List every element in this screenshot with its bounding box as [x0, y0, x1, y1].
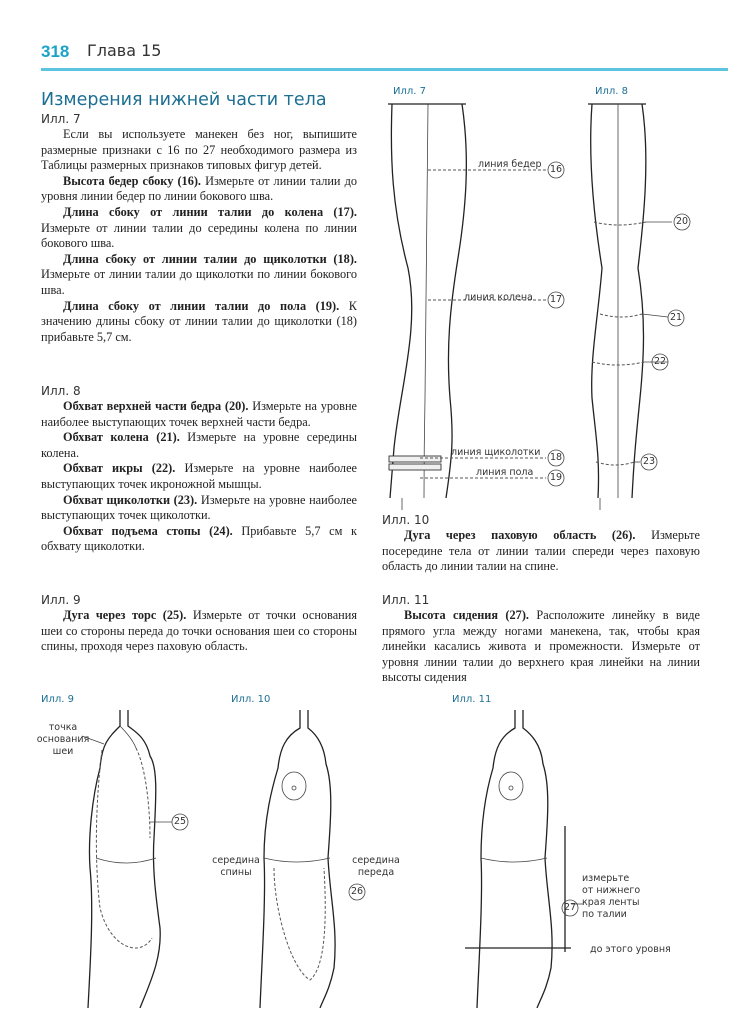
- ill7-description: Измерьте от линии талии до щиколотки по линии бокового шва.: [41, 267, 357, 297]
- ill7-term: Длина сбоку от линии талии до щиколотки (18).: [63, 251, 357, 266]
- chapter-title: Глава 15: [87, 41, 162, 60]
- ill7-paragraph: [41, 299, 357, 346]
- ill7-paragraph: [41, 205, 357, 252]
- fig11-num-27: 27: [564, 902, 577, 913]
- fig10-caption: Илл. 10: [231, 694, 271, 705]
- ill7-paragraph: [41, 252, 357, 299]
- ill7-term: Высота бедер сбоку (16).: [63, 173, 202, 188]
- header-rule: [41, 68, 728, 71]
- fig7-num-16: 16: [550, 164, 563, 175]
- fig8-num-21: 21: [670, 312, 683, 323]
- ill8-paragraph: [41, 399, 357, 430]
- ill9-paragraph: [41, 608, 357, 655]
- ill11-description: Расположите линейку в виде прямого угла между ногами манекена, так, чтобы края линейки касались живота и промежности. Измерьте от уровня линии талии до верхнего края линейки на линии высоты сидения: [382, 608, 701, 685]
- ill9-description: Измерьте от точки основания шеи со стороны переда до точки основания шеи со стороны спины, проходя через паховую область.: [41, 608, 357, 654]
- fig7-caption: Илл. 7: [393, 86, 426, 97]
- page-number: 318: [41, 42, 70, 61]
- ill9-text: [41, 608, 357, 655]
- ill8-description: Измерьте на уровне середины колена.: [41, 430, 357, 460]
- ill7-label: Илл. 7: [41, 112, 81, 126]
- ill8-label: Илл. 8: [41, 384, 81, 398]
- fig11-caption: Илл. 11: [452, 694, 492, 705]
- ill8-term: Обхват подъема стопы (24).: [63, 523, 233, 538]
- ill7-text: [41, 127, 357, 345]
- fig8-num-23: 23: [643, 456, 656, 467]
- ill7-term: Длина сбоку от линии талии до пола (19).: [63, 298, 340, 313]
- fig10-front-center-label: середина переда: [352, 855, 400, 878]
- fig7-num-17: 17: [550, 294, 563, 305]
- section-title: Измерения нижней части тела: [41, 90, 327, 110]
- fig7-floor-line-label: линия пола: [476, 467, 534, 478]
- fig9-num-25: 25: [174, 816, 187, 827]
- fig7-num-19: 19: [550, 472, 563, 483]
- ill8-term: Обхват верхней части бедра (20).: [63, 399, 249, 413]
- ill8-description: Прибавьте 5,7 см к обхвату щиколотки.: [41, 523, 357, 554]
- ill8-text: [41, 399, 357, 555]
- ill7-paragraph: [41, 174, 357, 205]
- ill8-description: Измерьте на уровне наиболее выступающих точек щиколотки.: [41, 492, 357, 523]
- ill8-term: Обхват щиколотки (23).: [63, 492, 198, 507]
- fig8-leg-drawing: [578, 98, 696, 510]
- fig7-hip-line-label: линия бедер: [478, 159, 542, 170]
- ill8-term: Обхват икры (22).: [63, 461, 176, 476]
- fig11-measure-label: измерьте от нижнего края ленты по талии: [582, 873, 641, 920]
- ill8-description: Измерьте на уровне наиболее выступающих точек икроножной мышцы.: [41, 461, 357, 491]
- ill8-description: Измерьте на уровне наиболее выступающих точек верхней части бедра.: [41, 399, 357, 429]
- ill10-label: Илл. 10: [382, 513, 430, 527]
- fig11-level-label: до этого уровня: [590, 944, 671, 955]
- ill8-term: Обхват колена (21).: [63, 430, 180, 445]
- ill7-paragraph: [41, 127, 357, 174]
- ill9-term: Дуга через торс (25).: [63, 608, 187, 622]
- ill7-description: Если вы используете манекен без ног, выпишите размерные признаки с 16 по 27 необходимого размера из Таблицы размерных признаков типовых фигур детей.: [41, 127, 357, 173]
- fig8-caption: Илл. 8: [595, 86, 628, 97]
- fig7-ankle-line-label: линия щиколотки: [451, 447, 541, 458]
- ill10-text: [382, 528, 700, 575]
- fig11-torso-drawing: [455, 708, 605, 1008]
- ill10-paragraph: [382, 528, 700, 575]
- ill8-paragraph: [41, 493, 357, 524]
- ill9-label: Илл. 9: [41, 593, 81, 607]
- ill8-paragraph: [41, 524, 357, 555]
- fig7-knee-line-label: линия колена: [464, 292, 533, 303]
- fig9-caption: Илл. 9: [41, 694, 74, 705]
- ill7-description: К значению длины сбоку от линии талии до щиколотки (18) прибавьте 5,7 см.: [41, 298, 357, 344]
- fig9-torso-drawing: [80, 708, 200, 1008]
- ill7-term: Длина сбоку от линии талии до колена (17).: [63, 204, 357, 219]
- fig10-num-26: 26: [351, 886, 364, 897]
- ill10-description: Измерьте посередине тела от линии талии спереди через паховую область до линии талии на спине.: [382, 528, 701, 574]
- fig8-num-22: 22: [654, 356, 667, 367]
- fig7-num-18: 18: [550, 452, 563, 463]
- fig9-neck-point-label: точка основания шеи: [36, 722, 90, 757]
- ill10-term: Дуга через паховую область (26).: [404, 528, 636, 542]
- ill7-description: Измерьте от линии талии до середины колена по линии бокового шва.: [41, 220, 357, 251]
- fig10-back-center-label: середина спины: [212, 855, 260, 878]
- ill8-paragraph: [41, 430, 357, 461]
- ill11-paragraph: [382, 608, 700, 686]
- ill8-paragraph: [41, 461, 357, 492]
- fig8-num-20: 20: [676, 216, 689, 227]
- ill11-text: [382, 608, 700, 686]
- ill11-term: Высота сидения (27).: [404, 608, 529, 622]
- ill7-description: Измерьте от линии талии до уровня линии бедер по линии бокового шва.: [41, 173, 357, 204]
- ill11-label: Илл. 11: [382, 593, 430, 607]
